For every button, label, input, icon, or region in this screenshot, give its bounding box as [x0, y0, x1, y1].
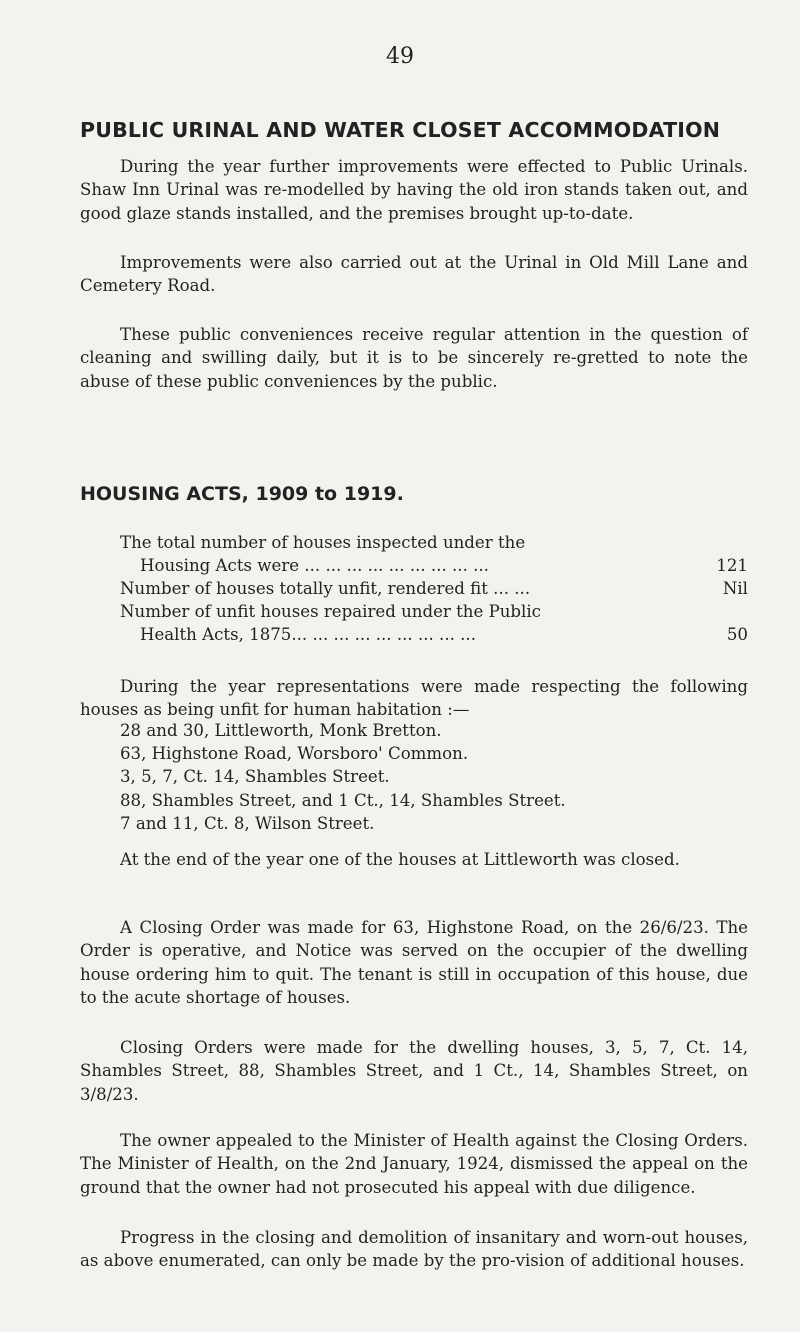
paragraph-closing-order-highstone: A Closing Order was made for 63, Highstone Road, on the 26/6/23. The Order is operative, and Notice was served on the occupier of the dwelling house ordering him to quit. The tenant is still in occupation of this house, due to the acute shortage of houses. — [80, 917, 748, 1008]
stat-value: 121 — [716, 556, 748, 575]
paragraph-urinal-improvements: During the year further improvements were effected to Public Urinals. Shaw Inn Urinal was re-modelled by having the old iron stands taken out, and good glaze stands installed, and the premises brought up-to-date. — [80, 156, 748, 223]
stat-row-inspected — [120, 531, 748, 554]
paragraph-littleworth-closed: At the end of the year one of the houses at Littleworth was closed. — [120, 849, 680, 869]
paragraph-owner-appeal: The owner appealed to the Minister of Health against the Closing Orders. The Minister of Health, on the 2nd January, 1924, dismissed the appeal on the ground that the owner had not prosecuted his appeal with due diligence. — [80, 1130, 748, 1197]
heading-urinal-accommodation: PUBLIC URINAL AND WATER CLOSET ACCOMMODATION — [80, 118, 721, 142]
stat-value: 50 — [726, 625, 748, 644]
list-item: 28 and 30, Littleworth, Monk Bretton. — [120, 721, 442, 740]
stat-label: Number of unfit houses repaired under the Public — [120, 602, 541, 621]
page-number: 49 — [386, 44, 414, 69]
stat-row-repaired — [120, 600, 748, 623]
list-item: 88, Shambles Street, and 1 Ct., 14, Shambles Street. — [120, 790, 566, 810]
list-item: 63, Highstone Road, Worsboro' Common. — [120, 744, 469, 764]
stat-value: Nil — [722, 579, 748, 598]
heading-housing-acts: HOUSING ACTS, 1909 to 1919. — [80, 483, 404, 505]
stat-label-cont: Health Acts, 1875... ... ... ... ... ... ... ... ... — [140, 625, 476, 644]
paragraph-old-mill-lane: Improvements were also carried out at the Urinal in Old Mill Lane and Cemetery Road. — [80, 252, 748, 296]
paragraph-representations: During the year representations were made respecting the following houses as being unfit for human habitation :— — [80, 676, 748, 720]
list-item: 7 and 11, Ct. 8, Wilson Street. — [120, 813, 375, 833]
stat-label: The total number of houses inspected under the — [120, 533, 526, 552]
stat-label: Number of houses totally unfit, rendered fit ... ... — [120, 579, 531, 598]
paragraph-progress: Progress in the closing and demolition of insanitary and worn-out houses, as above enumerated, can only be made by the pro-vision of additional houses. — [80, 1227, 748, 1271]
address-list — [120, 719, 566, 835]
paragraph-public-conveniences: These public conveniences receive regular attention in the question of cleaning and swilling daily, but it is to be sincerely re-gretted to note the abuse of these public conveniences by the public. — [80, 324, 748, 391]
list-item: 3, 5, 7, Ct. 14, Shambles Street. — [120, 767, 390, 787]
stat-label-cont: Housing Acts were ... ... ... ... ... ... ... ... ... — [140, 556, 489, 575]
stat-row-rendered-fit — [120, 577, 748, 600]
housing-statistics — [120, 531, 748, 646]
paragraph-closing-orders-shambles: Closing Orders were made for the dwelling houses, 3, 5, 7, Ct. 14, Shambles Street, 88, Shambles Street, and 1 Ct., 14, Shambles Street, on 3/8/23. — [80, 1037, 748, 1104]
